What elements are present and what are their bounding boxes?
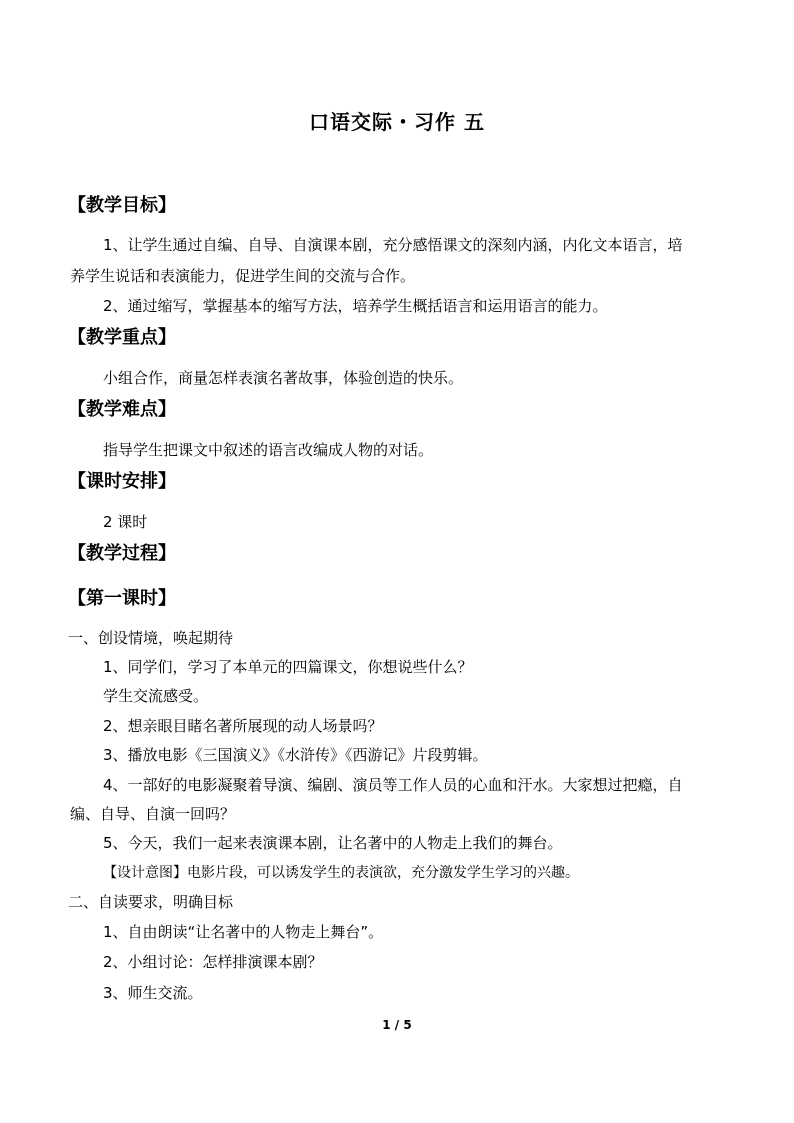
part-1-item-6: 5、今天，我们一起来表演课本剧，让名著中的人物走上我们的舞台。: [103, 834, 563, 852]
document-title: 口语交际・习作 五: [309, 110, 485, 134]
heading-key-points: 【教学重点】: [68, 327, 176, 348]
key-points-text: 小组合作，商量怎样表演名著故事，体验创造的快乐。: [103, 369, 464, 387]
page-number: 1 / 5: [382, 1018, 412, 1032]
part-1-item-2: 学生交流感受。: [103, 687, 209, 705]
heading-objectives: 【教学目标】: [68, 195, 176, 216]
part-1-title: 一、创设情境，唤起期待: [68, 629, 234, 647]
part-1-item-5-line-2: 编、自导、自演一回吗？: [70, 805, 236, 823]
part-2-item-1: 1、自由朗读“让名著中的人物走上舞台”。: [103, 923, 384, 941]
difficulties-text: 指导学生把课文中叙述的语言改编成人物的对话。: [103, 441, 434, 459]
part-1-item-1: 1、同学们，学习了本单元的四篇课文，你想说些什么？: [103, 658, 473, 676]
heading-process: 【教学过程】: [68, 543, 176, 564]
heading-lesson-1: 【第一课时】: [68, 588, 176, 609]
part-2-title: 二、自读要求，明确目标: [68, 893, 234, 911]
objective-2: 2、通过缩写，掌握基本的缩写方法，培养学生概括语言和运用语言的能力。: [103, 297, 608, 315]
part-1-item-3: 2、想亲眼目睹名著所展现的动人场景吗？: [103, 717, 383, 735]
part-1-item-5-line-1: 4、一部好的电影凝聚着导演、编剧、演员等工作人员的心血和汗水。大家想过把瘾，自: [103, 776, 683, 794]
heading-schedule: 【课时安排】: [68, 471, 176, 492]
objective-1-line-2: 养学生说话和表演能力，促进学生间的交流与合作。: [70, 267, 416, 285]
part-2-item-2: 2、小组讨论：怎样排演课本剧？: [103, 953, 323, 971]
schedule-text: 2 课时: [103, 513, 148, 531]
objective-1-line-1: 1、让学生通过自编、自导、自演课本剧，充分感悟课文的深刻内涵，内化文本语言，培: [103, 236, 683, 254]
heading-difficulties: 【教学难点】: [68, 399, 176, 420]
design-intent-note: 【设计意图】电影片段，可以诱发学生的表演欲，充分激发学生学习的兴趣。: [103, 865, 579, 881]
part-2-item-3: 3、师生交流。: [103, 984, 203, 1002]
part-1-item-4: 3、播放电影《三国演义》《水浒传》《西游记》片段剪辑。: [103, 746, 488, 764]
